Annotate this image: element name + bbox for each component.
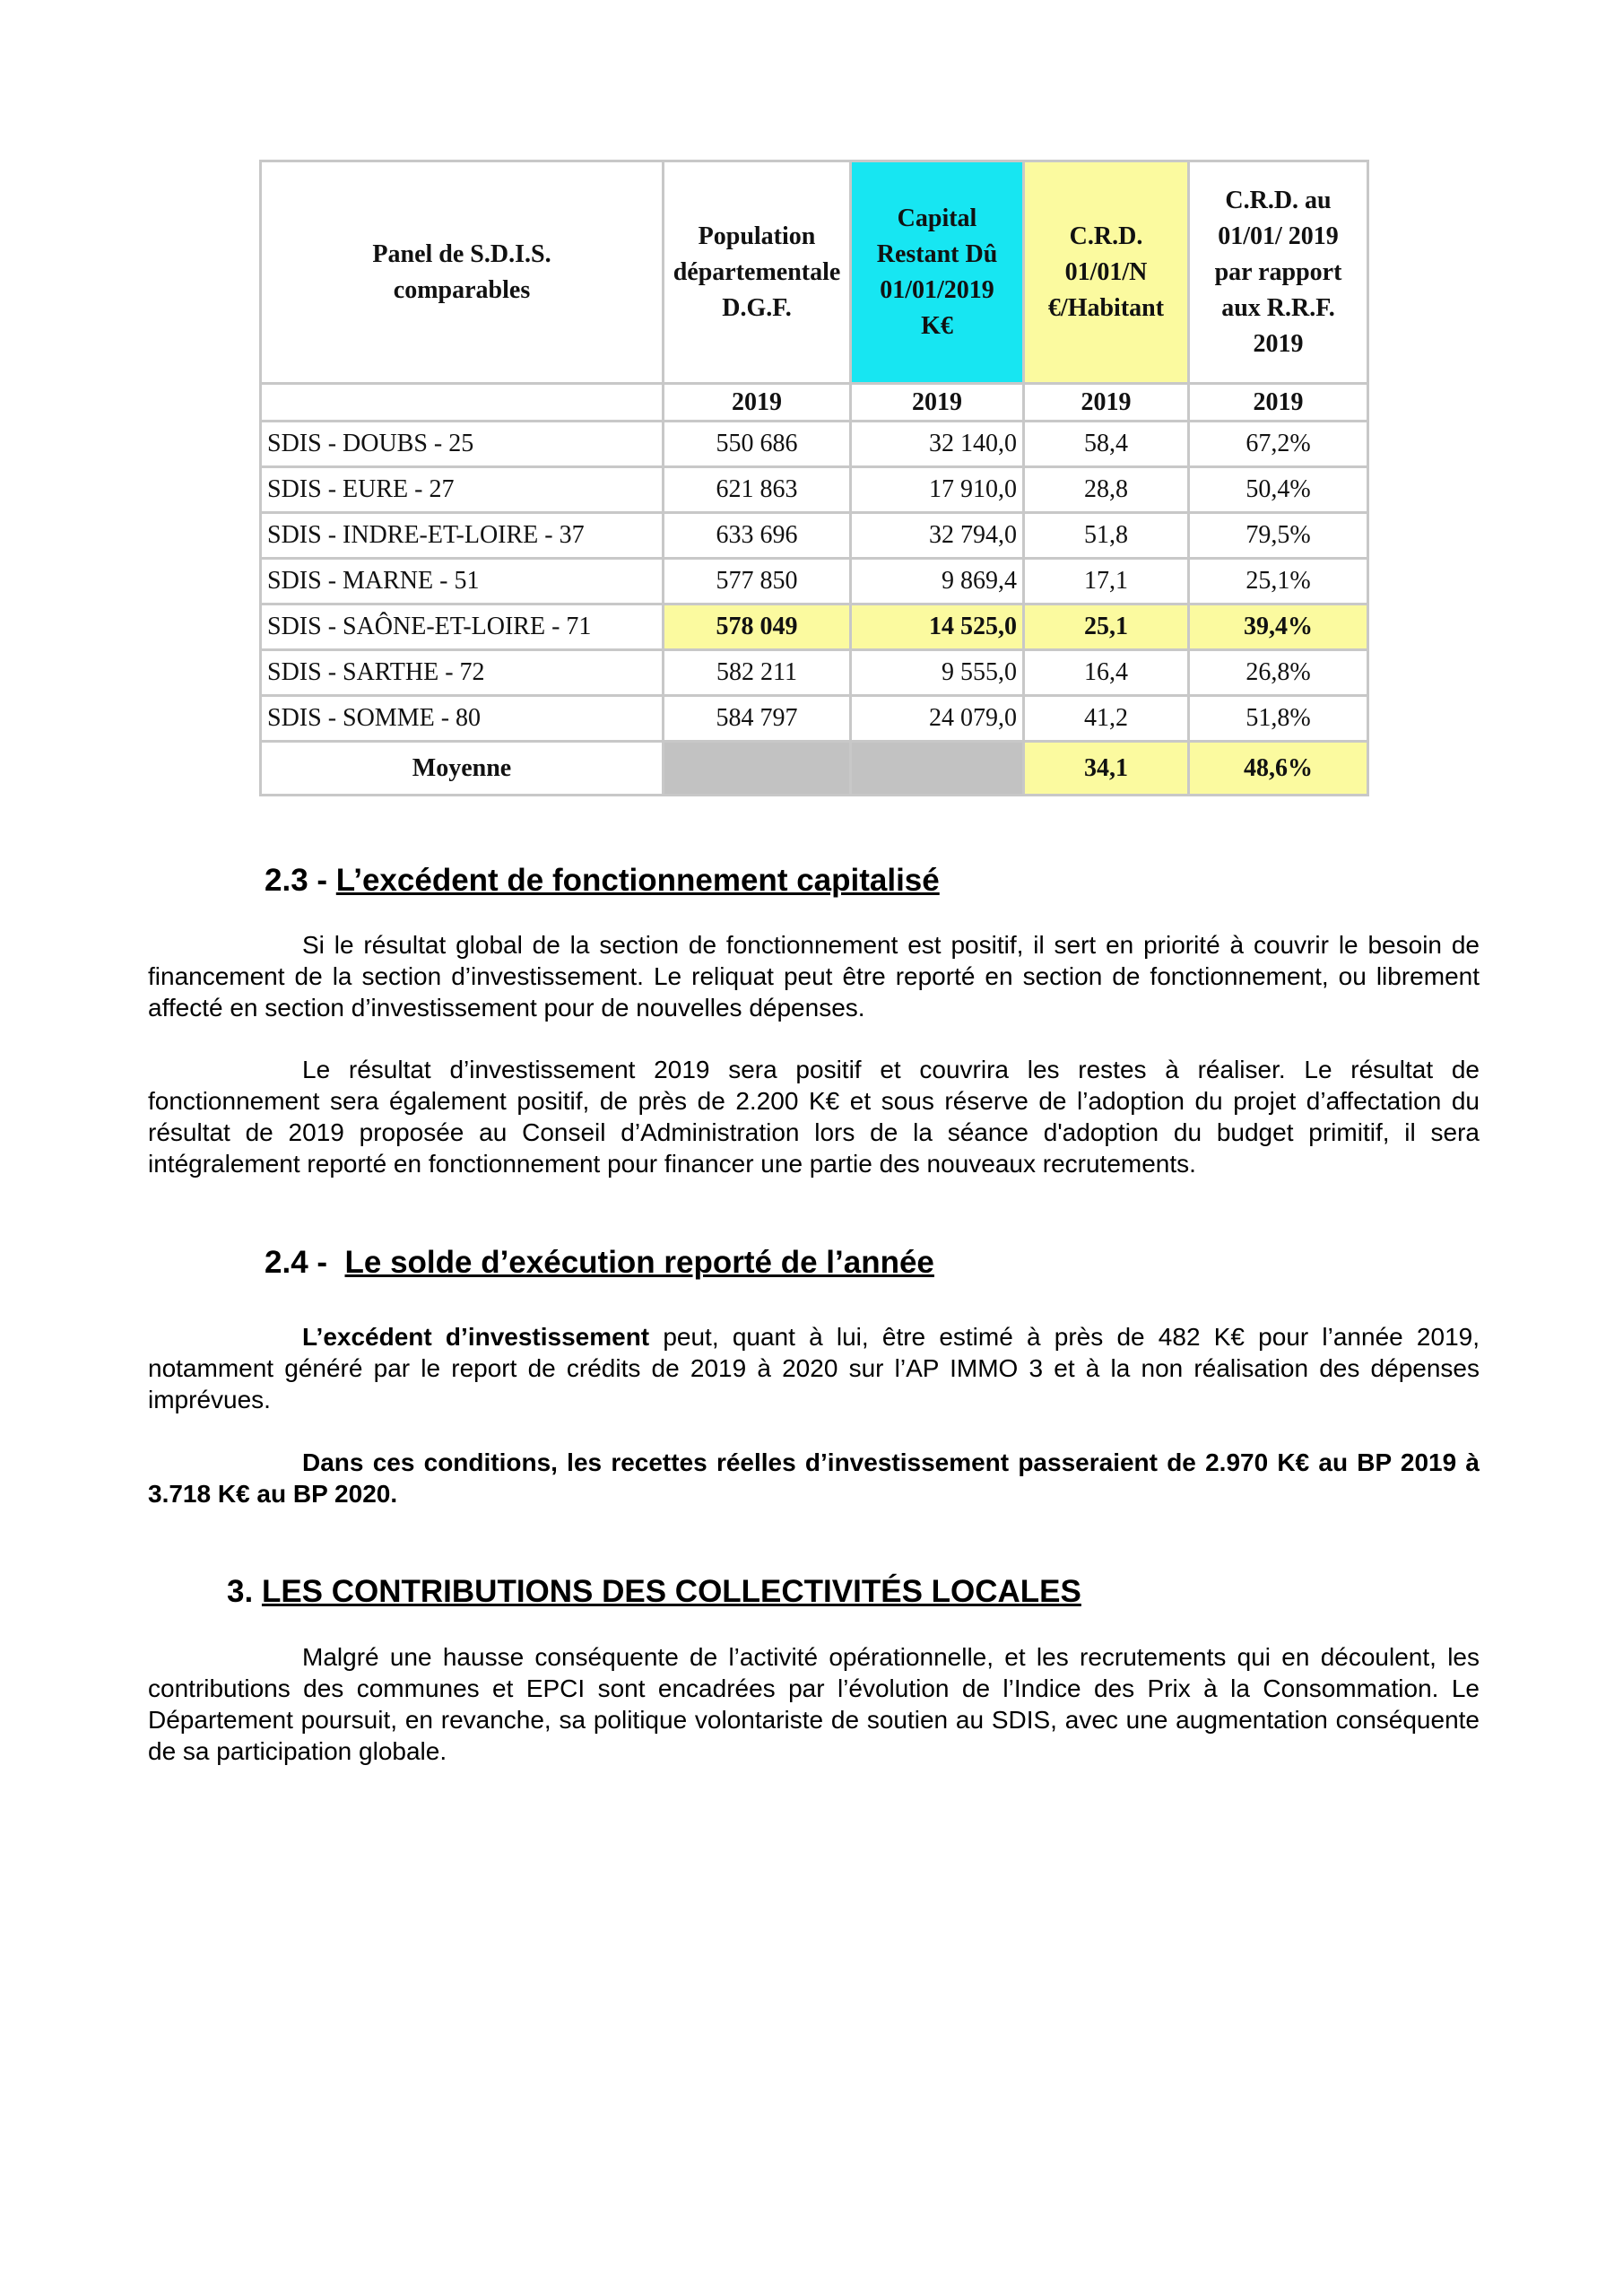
average-row xyxy=(261,742,1368,796)
cell-capital: 24 079,0 xyxy=(851,696,1024,742)
header-capital xyxy=(851,161,1024,384)
average-empty-cell xyxy=(664,742,851,796)
header-text: par rapport xyxy=(1214,257,1342,286)
cell-rrf: 51,8% xyxy=(1189,696,1368,742)
header-text: €/Habitant xyxy=(1047,293,1165,322)
header-text: 2019 xyxy=(1253,329,1304,358)
cell-rrf: 39,4% xyxy=(1189,604,1368,650)
header-text: Capital xyxy=(897,204,977,232)
paragraph-text: Le résultat d’investissement 2019 sera positif et couvrira les restes à réaliser. Le résultat de fonctionnement sera également positif, de près de 2.200 K€ et sous réserve de l’adoption du projet d’affectation du résultat de 2019 proposée au Conseil d’Administration lors de la séance d'adoption du budget primitif, il sera intégralement reporté en fonctionnement pour financer une partie des nouveaux recrutements. xyxy=(148,1056,1480,1178)
header-text: D.G.F. xyxy=(722,293,792,322)
row-label: SDIS - SOMME - 80 xyxy=(261,696,664,742)
header-text: Restant Dû xyxy=(876,239,998,268)
section-number: 3. xyxy=(227,1574,254,1609)
table-row xyxy=(261,650,1368,696)
cell-capital: 17 910,0 xyxy=(851,467,1024,513)
paragraph-bold-text: L’excédent d’investissement xyxy=(302,1323,650,1351)
paragraph xyxy=(148,1054,1480,1179)
cell-rrf: 25,1% xyxy=(1189,559,1368,604)
cell-crd: 25,1 xyxy=(1024,604,1189,650)
year-cell-empty xyxy=(261,384,664,422)
header-population xyxy=(664,161,851,384)
cell-crd: 28,8 xyxy=(1024,467,1189,513)
table-row xyxy=(261,467,1368,513)
paragraph xyxy=(148,929,1480,1023)
cell-crd: 41,2 xyxy=(1024,696,1189,742)
row-label: SDIS - INDRE-ET-LOIRE - 37 xyxy=(261,513,664,559)
cell-population: 582 211 xyxy=(664,650,851,696)
year-cell: 2019 xyxy=(851,384,1024,422)
header-text: Population xyxy=(698,222,816,250)
average-empty-cell xyxy=(851,742,1024,796)
section-title: L’excédent de fonctionnement capitalisé xyxy=(335,863,940,898)
year-cell: 2019 xyxy=(1189,384,1368,422)
paragraph-text: Malgré une hausse conséquente de l’activité opérationnelle, et les recrutements qui en découlent, les contributions des communes et EPCI sont encadrées par l’évolution de l’Indice des Prix à la Consommation. Le Département poursuit, en revanche, sa politique volontariste de soutien au SDIS, avec une augmentation conséquente de sa participation globale. xyxy=(148,1643,1480,1765)
section-number: 2.3 - xyxy=(265,863,328,898)
header-text: 01/01/2019 xyxy=(880,275,994,304)
table-row-highlighted xyxy=(261,604,1368,650)
header-text: 01/01/ 2019 xyxy=(1218,222,1339,250)
section-title: Le solde d’exécution reporté de l’année xyxy=(344,1245,934,1280)
average-label: Moyenne xyxy=(261,742,664,796)
cell-rrf: 67,2% xyxy=(1189,422,1368,467)
section-2-4-heading xyxy=(265,1245,934,1281)
header-text: C.R.D. xyxy=(1069,222,1143,250)
cell-crd: 17,1 xyxy=(1024,559,1189,604)
cell-rrf: 50,4% xyxy=(1189,467,1368,513)
section-title: LES CONTRIBUTIONS DES COLLECTIVITÉS LOCALES xyxy=(261,1574,1081,1609)
cell-capital: 32 794,0 xyxy=(851,513,1024,559)
paragraph xyxy=(148,1641,1480,1767)
table-row xyxy=(261,559,1368,604)
header-text: 01/01/N xyxy=(1064,257,1148,286)
table-row xyxy=(261,422,1368,467)
row-label: SDIS - EURE - 27 xyxy=(261,467,664,513)
average-rrf: 48,6% xyxy=(1189,742,1368,796)
section-2-3-heading xyxy=(265,863,940,899)
row-label: SDIS - MARNE - 51 xyxy=(261,559,664,604)
cell-population: 584 797 xyxy=(664,696,851,742)
cell-rrf: 26,8% xyxy=(1189,650,1368,696)
table-row xyxy=(261,513,1368,559)
paragraph-text: Si le résultat global de la section de fonctionnement est positif, il sert en priorité à couvrir le besoin de financement de la section d’investissement. Le reliquat peut être reporté en section de fonctionnement, ou librement affecté en section d’investissement pour de nouvelles dépenses. xyxy=(148,931,1480,1022)
paragraph xyxy=(148,1321,1480,1415)
cell-population: 621 863 xyxy=(664,467,851,513)
header-text: C.R.D. au xyxy=(1225,186,1332,214)
average-crd: 34,1 xyxy=(1024,742,1189,796)
row-label: SDIS - SAÔNE-ET-LOIRE - 71 xyxy=(261,604,664,650)
comparison-table xyxy=(259,160,1369,796)
cell-rrf: 79,5% xyxy=(1189,513,1368,559)
year-cell: 2019 xyxy=(664,384,851,422)
cell-capital: 9 869,4 xyxy=(851,559,1024,604)
header-panel xyxy=(261,161,664,384)
paragraph-text: peut, quant à lui, être estimé à près de 482 K€ pour l’année 2019, notamment généré par le report de crédits de 2019 à 2020 sur l’AP IMMO 3 et à la non réalisation des dépenses imprévues. xyxy=(148,1323,1480,1413)
cell-population: 633 696 xyxy=(664,513,851,559)
header-text: Panel de S.D.I.S. xyxy=(372,239,551,268)
header-text: K€ xyxy=(921,311,953,340)
row-label: SDIS - SARTHE - 72 xyxy=(261,650,664,696)
header-rrf xyxy=(1189,161,1368,384)
cell-crd: 58,4 xyxy=(1024,422,1189,467)
cell-capital: 9 555,0 xyxy=(851,650,1024,696)
cell-capital: 32 140,0 xyxy=(851,422,1024,467)
year-cell: 2019 xyxy=(1024,384,1189,422)
header-text: comparables xyxy=(393,275,531,304)
header-text: départementale xyxy=(673,257,841,286)
cell-capital: 14 525,0 xyxy=(851,604,1024,650)
table-row xyxy=(261,696,1368,742)
section-number: 2.4 - xyxy=(265,1245,328,1280)
year-row xyxy=(261,384,1368,422)
header-crd xyxy=(1024,161,1189,384)
paragraph xyxy=(148,1447,1480,1509)
section-3-heading xyxy=(227,1574,1081,1610)
cell-population: 577 850 xyxy=(664,559,851,604)
cell-crd: 16,4 xyxy=(1024,650,1189,696)
cell-crd: 51,8 xyxy=(1024,513,1189,559)
table-header-row xyxy=(261,161,1368,384)
row-label: SDIS - DOUBS - 25 xyxy=(261,422,664,467)
header-text: aux R.R.F. xyxy=(1221,293,1335,322)
cell-population: 550 686 xyxy=(664,422,851,467)
cell-population: 578 049 xyxy=(664,604,851,650)
paragraph-text: Dans ces conditions, les recettes réelles d’investissement passeraient de 2.970 K€ au BP 2019 à 3.718 K€ au BP 2020. xyxy=(148,1448,1480,1508)
